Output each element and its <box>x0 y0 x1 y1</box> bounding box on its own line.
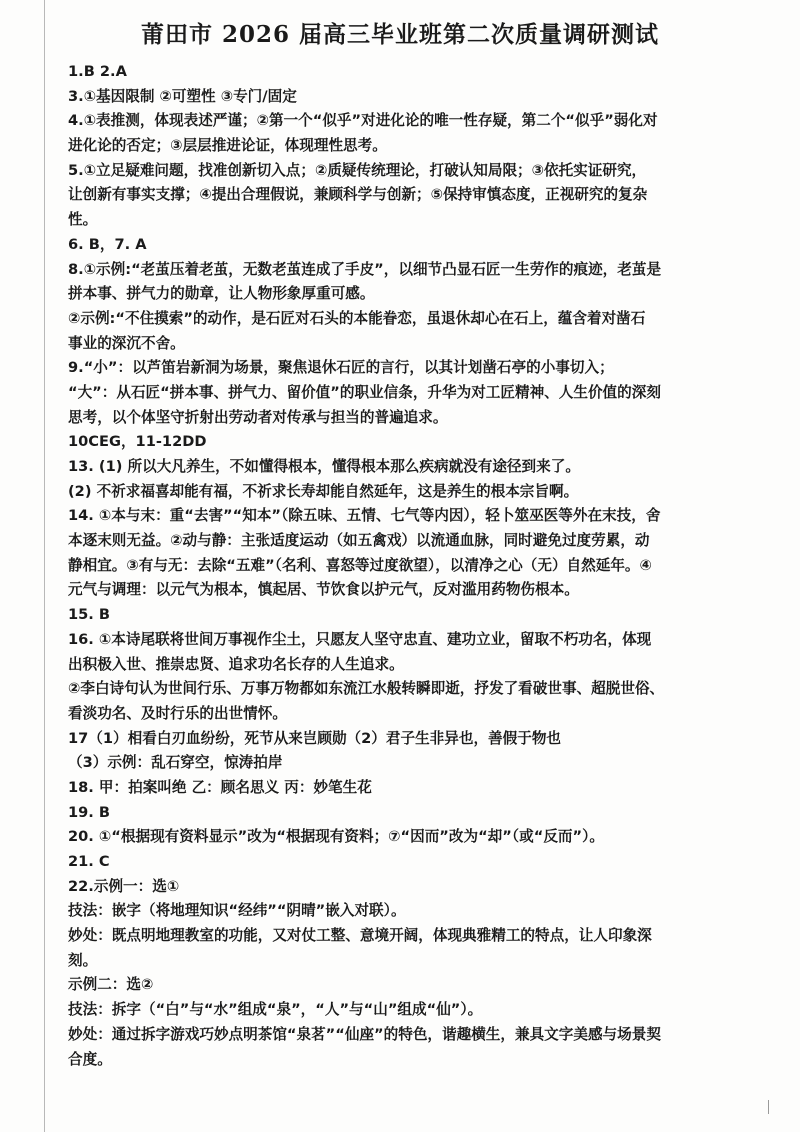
answer-line: 进化论的否定；③层层推进论证，体现理性思考。 <box>68 137 387 155</box>
binding-margin-line <box>44 0 45 1132</box>
answer-line: 看淡功名、及时行乐的出世情怀。 <box>68 704 287 722</box>
answer-line: 技法：拆字（“白”与“水”组成“泉”，“人”与“山”组成“仙”）。 <box>68 1001 483 1019</box>
answer-line: (2) 不祈求福喜却能有福，不祈求长寿却能自然延年，这是养生的根本宗旨啊。 <box>68 482 579 500</box>
answer-line: ②示例:“不住摸索”的动作，是石匠对石头的本能眷恋，虽退休却心在石上，蕴含着对凿石 <box>68 309 646 327</box>
answer-line: 让创新有事实支撑；④提出合理假说，兼顾科学与创新；⑤保持审慎态度，正视研究的复杂 <box>68 186 648 204</box>
page-title: 莆田市 2026 届高三毕业班第二次质量调研测试 <box>140 21 660 48</box>
answer-line: 出积极入世、推崇忠贤、追求功名长存的人生追求。 <box>68 655 404 673</box>
answer-line: 19. B <box>68 803 111 821</box>
answer-content <box>68 60 758 1072</box>
answer-line: 14. ①本与末：重“去害”“知本”（除五味、五情、七气等内因），轻卜筮巫医等外在末技，舍 <box>68 507 661 525</box>
answer-line: 静相宜。③有与无：去除“五难”（名利、喜怒等过度欲望），以清净之心（无）自然延年。④ <box>68 556 652 574</box>
answer-line: 拼本事、拼气力的勋章，让人物形象厚重可感。 <box>68 285 375 303</box>
answer-line: 9.“小”：以芦笛岩新洞为场景，聚焦退休石匠的言行，以其计划凿石亭的小事切入； <box>68 359 614 377</box>
answer-line: 4.①表推测，体现表述严谨；②第一个“似乎”对进化论的唯一性存疑，第二个“似乎”弱化对 <box>68 112 658 130</box>
answer-line: 思考，以个体坚守折射出劳动者对传承与担当的普遍追求。 <box>68 408 448 426</box>
answer-line: 16. ①本诗尾联将世间万事视作尘土，只愿友人坚守忠直、建功立业，留取不朽功名，体现 <box>68 630 652 648</box>
answer-line: ②李白诗句认为世间行乐、万事万物都如东流江水般转瞬即逝，抒发了看破世事、超脱世俗、 <box>68 680 665 698</box>
answer-line: 15. B <box>68 606 111 624</box>
answer-line: 3.①基因限制 ②可塑性 ③专门/固定 <box>68 87 297 105</box>
answer-line: 13. (1) 所以大凡养生，不如懂得根本，懂得根本那么疾病就没有途径到来了。 <box>68 458 580 475</box>
answer-line: 本逐末则无益。②动与静：主张适度运动（如五禽戏）以流通血脉，同时避免过度劳累，动 <box>68 532 650 550</box>
answer-line: 妙处：既点明地理教室的功能，又对仗工整、意境开阔，体现典雅精工的特点，让人印象深 <box>68 927 652 945</box>
answer-line: 示例二：选② <box>68 976 154 994</box>
answer-line: 5.①立足疑难问题，找准创新切入点；②质疑传统理论，打破认知局限；③依托实证研究， <box>68 161 647 179</box>
answer-line: 18. 甲：拍案叫绝 乙：顾名思义 丙：妙笔生花 <box>68 778 372 796</box>
answer-line: 21. C <box>68 853 110 870</box>
answer-line: 1.B 2.A <box>68 63 127 80</box>
answer-line: 6. B，7. A <box>68 235 147 253</box>
answer-line: 妙处：通过拆字游戏巧妙点明茶馆“泉茗”“仙座”的特色，谐趣横生，兼具文字美感与场景契 <box>68 1025 661 1043</box>
answer-line: 事业的深沉不舍。 <box>68 334 185 352</box>
answer-line: 8.①示例:“老茧压着老茧，无数老茧连成了手皮”，以细节凸显石匠一生劳作的痕迹，老茧是 <box>68 260 662 278</box>
answer-line: 合度。 <box>68 1050 112 1068</box>
answer-line: 刻。 <box>68 951 98 969</box>
answer-line: “大”：从石匠“拼本事、拼气力、留价值”的职业信条，升华为对工匠精神、人生价值的深刻 <box>68 383 661 401</box>
answer-line: 20. ①“根据现有资料显示”改为“根据现有资料；⑦“因而”改为“却”（或“反而”）。 <box>68 828 604 846</box>
answer-line: 性。 <box>68 211 98 229</box>
answer-line: 10CEG，11-12DD <box>68 433 207 451</box>
answer-line: 17（1）相看白刃血纷纷，死节从来岂顾勋（2）君子生非异也，善假于物也 <box>68 729 562 747</box>
answer-line: 技法：嵌字（将地理知识“经纬”“阴晴”嵌入对联）。 <box>68 902 406 920</box>
answer-line: 元气与调理：以元气为根本，慎起居、节饮食以护元气，反对滥用药物伤根本。 <box>68 581 579 599</box>
answer-line: 22.示例一：选① <box>68 877 180 895</box>
answer-line: （3）示例：乱石穿空，惊涛拍岸 <box>68 754 283 772</box>
edge-mark <box>768 1100 769 1114</box>
